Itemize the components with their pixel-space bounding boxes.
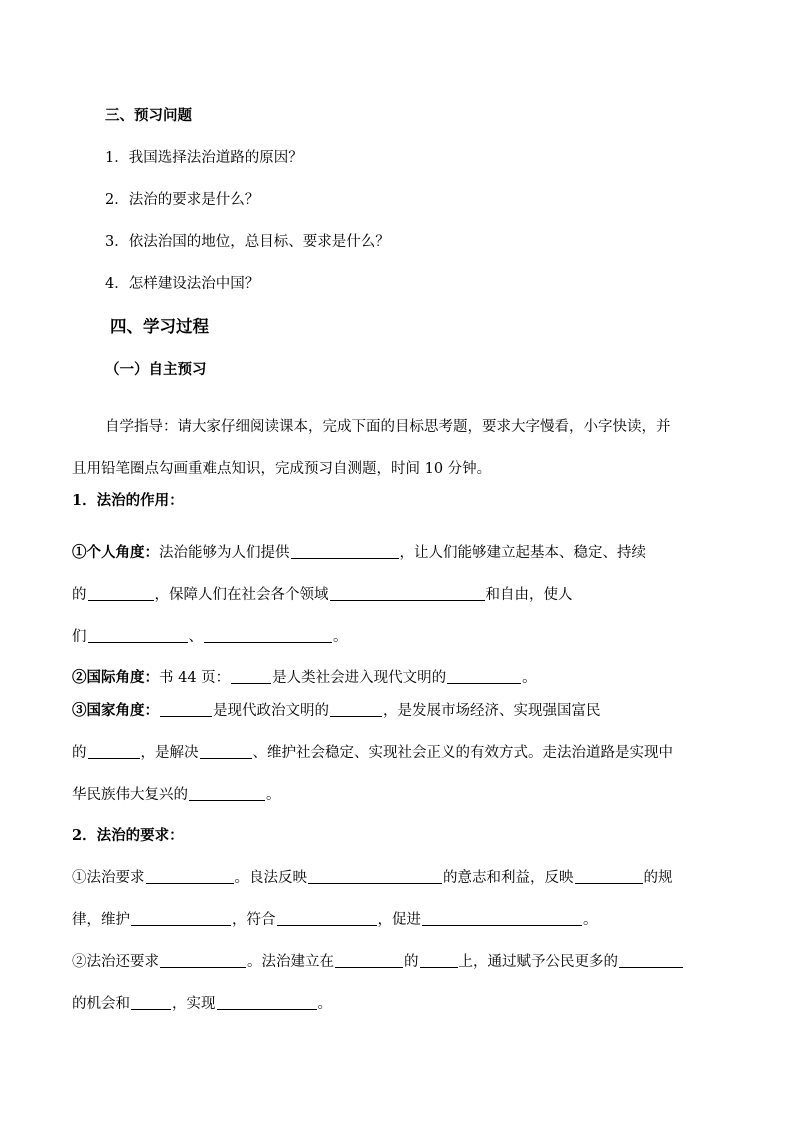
fill-blank[interactable] xyxy=(575,868,643,884)
fill-blank[interactable] xyxy=(277,910,377,926)
fill-blank[interactable] xyxy=(330,585,485,601)
item-1-personal-line-3: 们 、 。 xyxy=(72,629,348,645)
guide-text-line-1: 自学指导：请大家仔细阅读课本，完成下面的目标思考题，要求大字慢看，小字快读，并 xyxy=(105,419,671,435)
fill-blank[interactable] xyxy=(291,543,399,559)
item-1-title: 1．法治的作用： xyxy=(72,492,184,509)
fill-blank[interactable] xyxy=(131,910,231,926)
question-3: 3．依法治国的地位，总目标、要求是什么？ xyxy=(105,234,390,250)
fill-blank[interactable] xyxy=(217,994,317,1010)
subsection-self-study-title: （一）自主预习 xyxy=(105,361,207,378)
item-2-title: 2．法治的要求： xyxy=(72,827,184,844)
personal-angle-label: ①个人角度： xyxy=(72,544,159,561)
question-1: 1．我国选择法治道路的原因？ xyxy=(105,150,303,166)
section-4-title: 四、学习过程 xyxy=(110,317,209,336)
fill-blank[interactable] xyxy=(204,627,332,643)
item-1-national-line-1: ③国家角度： 是现代政治文明的 ，是发展市场经济、实现强国富民 xyxy=(72,702,601,719)
question-2: 2．法治的要求是什么？ xyxy=(105,192,260,208)
item-2-req-line-2: 律，维护 ，符合 ，促进 。 xyxy=(72,912,598,928)
fill-blank[interactable] xyxy=(189,785,265,801)
fill-blank[interactable] xyxy=(160,952,246,968)
fill-blank[interactable] xyxy=(231,668,271,684)
item-2-req-line-1: ①法治要求 。良法反映 的意志和利益，反映 的规 xyxy=(72,870,673,886)
fill-blank[interactable] xyxy=(447,668,521,684)
item-1-international: ②国际角度：书 44 页： 是人类社会进入现代文明的 。 xyxy=(72,669,537,686)
item-2-req-line-4: 的机会和 ，实现 。 xyxy=(72,996,332,1012)
fill-blank[interactable] xyxy=(200,743,252,759)
fill-blank[interactable] xyxy=(160,701,212,717)
fill-blank[interactable] xyxy=(335,952,403,968)
national-angle-label: ③国家角度： xyxy=(72,702,159,719)
item-1-national-line-3: 华民族伟大复兴的 。 xyxy=(72,787,281,803)
fill-blank[interactable] xyxy=(88,743,140,759)
fill-blank[interactable] xyxy=(330,701,382,717)
guide-text-line-2: 且用铅笔圈点勾画重难点知识，完成预习自测题，时间 10 分钟。 xyxy=(72,461,492,477)
item-1-national-line-2: 的 ，是解决 、维护社会稳定、实现社会正义的有效方式。走法治道路是实现中 xyxy=(72,745,673,761)
fill-blank[interactable] xyxy=(422,910,582,926)
item-1-personal-line-2: 的 ，保障人们在社会各个领域 和自由，使人 xyxy=(72,587,573,603)
item-2-req-line-3: ②法治还要求 。法治建立在 的 上，通过赋予公民更多的 xyxy=(0,952,794,972)
fill-blank[interactable] xyxy=(88,585,154,601)
fill-blank[interactable] xyxy=(146,868,234,884)
international-angle-label: ②国际角度： xyxy=(72,669,159,686)
item-1-personal-line-1: ①个人角度：法治能够为人们提供 ，让人们能够建立起基本、稳定、持续 xyxy=(72,544,646,561)
fill-blank[interactable] xyxy=(619,952,683,968)
section-3-title: 三、预习问题 xyxy=(105,107,192,124)
question-4: 4．怎样建设法治中国？ xyxy=(105,276,260,292)
fill-blank[interactable] xyxy=(131,994,171,1010)
fill-blank[interactable] xyxy=(88,627,188,643)
fill-blank[interactable] xyxy=(308,868,442,884)
fill-blank[interactable] xyxy=(420,952,458,968)
